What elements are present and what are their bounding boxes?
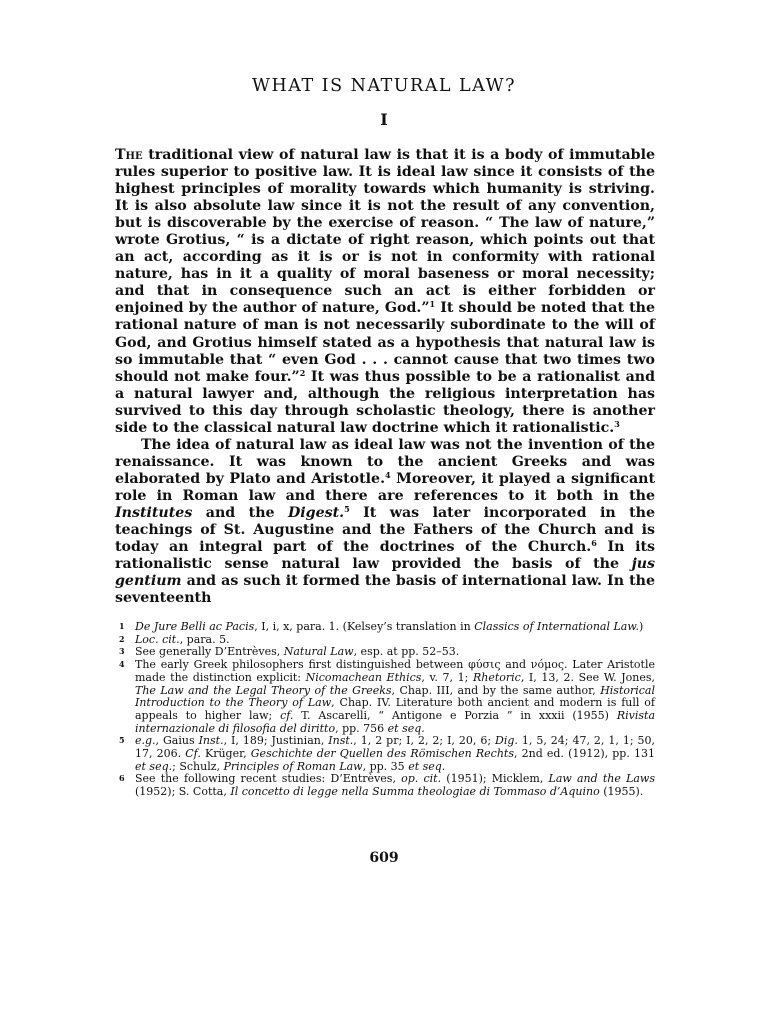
fn4-d: Rhetoric xyxy=(472,670,521,684)
footnote-5-number: 5 xyxy=(119,735,125,746)
fn3-c: , esp. at pp. 52–53. xyxy=(353,645,460,659)
fn5-p: , pp. 35 xyxy=(362,759,409,773)
fn5-m: et seq. xyxy=(135,759,173,773)
fn4-i: , Chap. IV. Literature both ancient and modern is full of appeals to higher law; xyxy=(135,696,656,722)
footnote-2-number: 2 xyxy=(119,633,125,644)
footnote-ref-5[interactable]: 5 xyxy=(344,503,350,514)
fn4-c: , v. 7, 1; xyxy=(421,670,473,684)
p2-text-6: and as such it formed the basis of international law. In the seventeenth xyxy=(115,573,655,607)
footnote-ref-1[interactable]: 1 xyxy=(429,299,436,310)
fn4-e: , I, 13, 2. See W. Jones, xyxy=(520,670,655,684)
footnote-3-number: 3 xyxy=(119,646,125,657)
fn5-l: , 2nd ed. (1912), pp. 131 xyxy=(514,747,655,761)
p1-text-1: traditional view of natural law is that it is a body of immutable rules superior to positive law. It is ideal law since it consists of the highest principles of morality towards which humanity is striving. It is also absolute law since it is not the result of any convention, but is discoverable by the exercise of reason. “ The law of nature,” wrote Grotius, “ is a dictate of right reason, which points out that an act, according as it is or is not in conformity with rational nature, has in it a quality of moral baseness or moral necessity; and that in consequence such an act is either forbidden or enjoined by the author of nature, God.” xyxy=(115,147,655,317)
body-text xyxy=(115,147,655,607)
fn5-b: , Gaius xyxy=(155,734,199,748)
fn5-k: Geschichte der Quellen des Römischen Rechts xyxy=(250,747,514,761)
fn5-g: Dig. xyxy=(495,734,518,748)
fn4-h: Historical Introduction to the Theory of Law xyxy=(135,683,655,710)
section-heading: I xyxy=(380,110,388,129)
fn4-n: et seq. xyxy=(387,721,425,735)
fn6-g: (1955). xyxy=(599,785,644,799)
paragraph-2 xyxy=(115,437,655,607)
fn4-b: Nicomachean Ethics xyxy=(305,670,422,684)
fn4-f: The Law and the Legal Theory of the Greeks xyxy=(135,683,392,697)
fn3-b: Natural Law xyxy=(283,645,354,659)
p2-italic-institutes: Institutes xyxy=(115,504,193,521)
fn6-d: Law and the Laws xyxy=(548,772,655,786)
fn5-f: , 1, 2 pr; I, 2, 2; I, 20, 6; xyxy=(353,734,496,748)
p2-text-3: and the xyxy=(192,504,288,521)
p2-italic-digest: Digest. xyxy=(287,504,345,521)
fn4-m: , pp. 756 xyxy=(335,721,388,735)
footnote-6-number: 6 xyxy=(119,773,125,784)
footnote-ref-2[interactable]: 2 xyxy=(299,367,306,378)
page-number: 609 xyxy=(369,850,399,866)
footnote-1-number: 1 xyxy=(119,621,125,631)
fn1-a: De Jure Belli ac Pacis xyxy=(135,620,255,633)
p2-text-5: In its rationalistic sense natural law provided the basis of the xyxy=(115,539,656,573)
fn4-j: cf. xyxy=(280,708,294,722)
fn5-q: et seq. xyxy=(408,759,446,773)
article-title: WHAT IS NATURAL LAW? xyxy=(252,76,516,96)
p2-text-2: Moreover, it played a significant role in Roman law and there are references to it both in the xyxy=(115,470,656,504)
footnote-ref-4[interactable]: 4 xyxy=(385,469,391,480)
footnote-6 xyxy=(115,773,655,798)
fn5-i: Cf. xyxy=(185,747,201,761)
paragraph-lead-word: The xyxy=(115,147,143,163)
fn5-j: Krüger, xyxy=(200,747,251,761)
footnote-ref-6[interactable]: 6 xyxy=(591,538,597,549)
p1-text-3: It was thus possible to be a rationalist and a natural lawyer and, although the religious interpretation has survived to this day through scholastic theology, there is another side to the classical natural law doctrine which it rationalistic. xyxy=(115,368,655,436)
fn1-b: , I, i, x, para. 1. (Kelsey’s translation in xyxy=(254,620,475,633)
fn5-o: Principles of Roman Law xyxy=(223,759,363,773)
fn5-e: Inst. xyxy=(328,734,354,748)
fn6-b: op. cit. xyxy=(401,772,442,786)
fn2-a: Loc. cit. xyxy=(135,632,180,646)
fn5-a: e.g. xyxy=(135,734,156,748)
footnotes xyxy=(115,621,655,799)
fn4-k: T. Ascarelli, “ Antigone e Porzia ” in xxxii (1955) xyxy=(293,708,617,722)
footnote-4 xyxy=(115,659,655,735)
fn4-g: , Chap. III, and by the same author, xyxy=(391,683,601,697)
fn5-n: ; Schulz, xyxy=(172,759,224,773)
fn1-d: ) xyxy=(638,620,644,633)
fn6-c: (1951); Micklem, xyxy=(441,772,549,786)
fn5-c: Inst. xyxy=(198,734,224,748)
fn5-d: , I, 189; Justinian, xyxy=(223,734,329,748)
p2-text-4: It was later incorporated in the teachings of St. Augustine and the Fathers of the Church and is today an integral part of the doctrines of the Church. xyxy=(115,504,655,556)
paragraph-1 xyxy=(115,147,655,437)
fn6-a: See the following recent studies: D’Entrèves, xyxy=(135,772,402,786)
footnote-5 xyxy=(115,735,655,773)
fn4-a: The early Greek philosophers first distinguished between φύσις and νόμος. Later Aristotle made the distinction explicit: xyxy=(135,658,655,684)
fn1-c: Classics of International Law. xyxy=(474,620,639,633)
fn2-b: , para. 5. xyxy=(179,632,230,646)
p1-text-2: It should be noted that the rational nature of man is not necessarily subordinate to the will of God, and Grotius himself stated as a hypothesis that natural law is so immutable that “ even God . . . cannot cause that two times two should not make four.” xyxy=(115,300,655,385)
fn6-f: Il concetto di legge nella Summa theologiae di Tommaso d’Aquino xyxy=(230,785,600,799)
footnote-4-number: 4 xyxy=(119,659,125,670)
p2-italic-jus-gentium: jus gentium xyxy=(115,556,655,590)
fn6-e: (1952); S. Cotta, xyxy=(135,785,231,799)
fn3-a: See generally D’Entrèves, xyxy=(135,645,284,659)
fn5-h: 1, 5, 24; 47, 2, 1, 1; 50, 17, 206. xyxy=(135,734,655,761)
fn4-l: Rivista internazionale di filosofia del diritto xyxy=(135,708,655,735)
footnote-ref-3[interactable]: 3 xyxy=(614,418,620,429)
p2-text-1: The idea of natural law as ideal law was not the invention of the renaissance. It was known to the ancient Greeks and was elaborated by Plato and Aristotle. xyxy=(115,436,655,487)
